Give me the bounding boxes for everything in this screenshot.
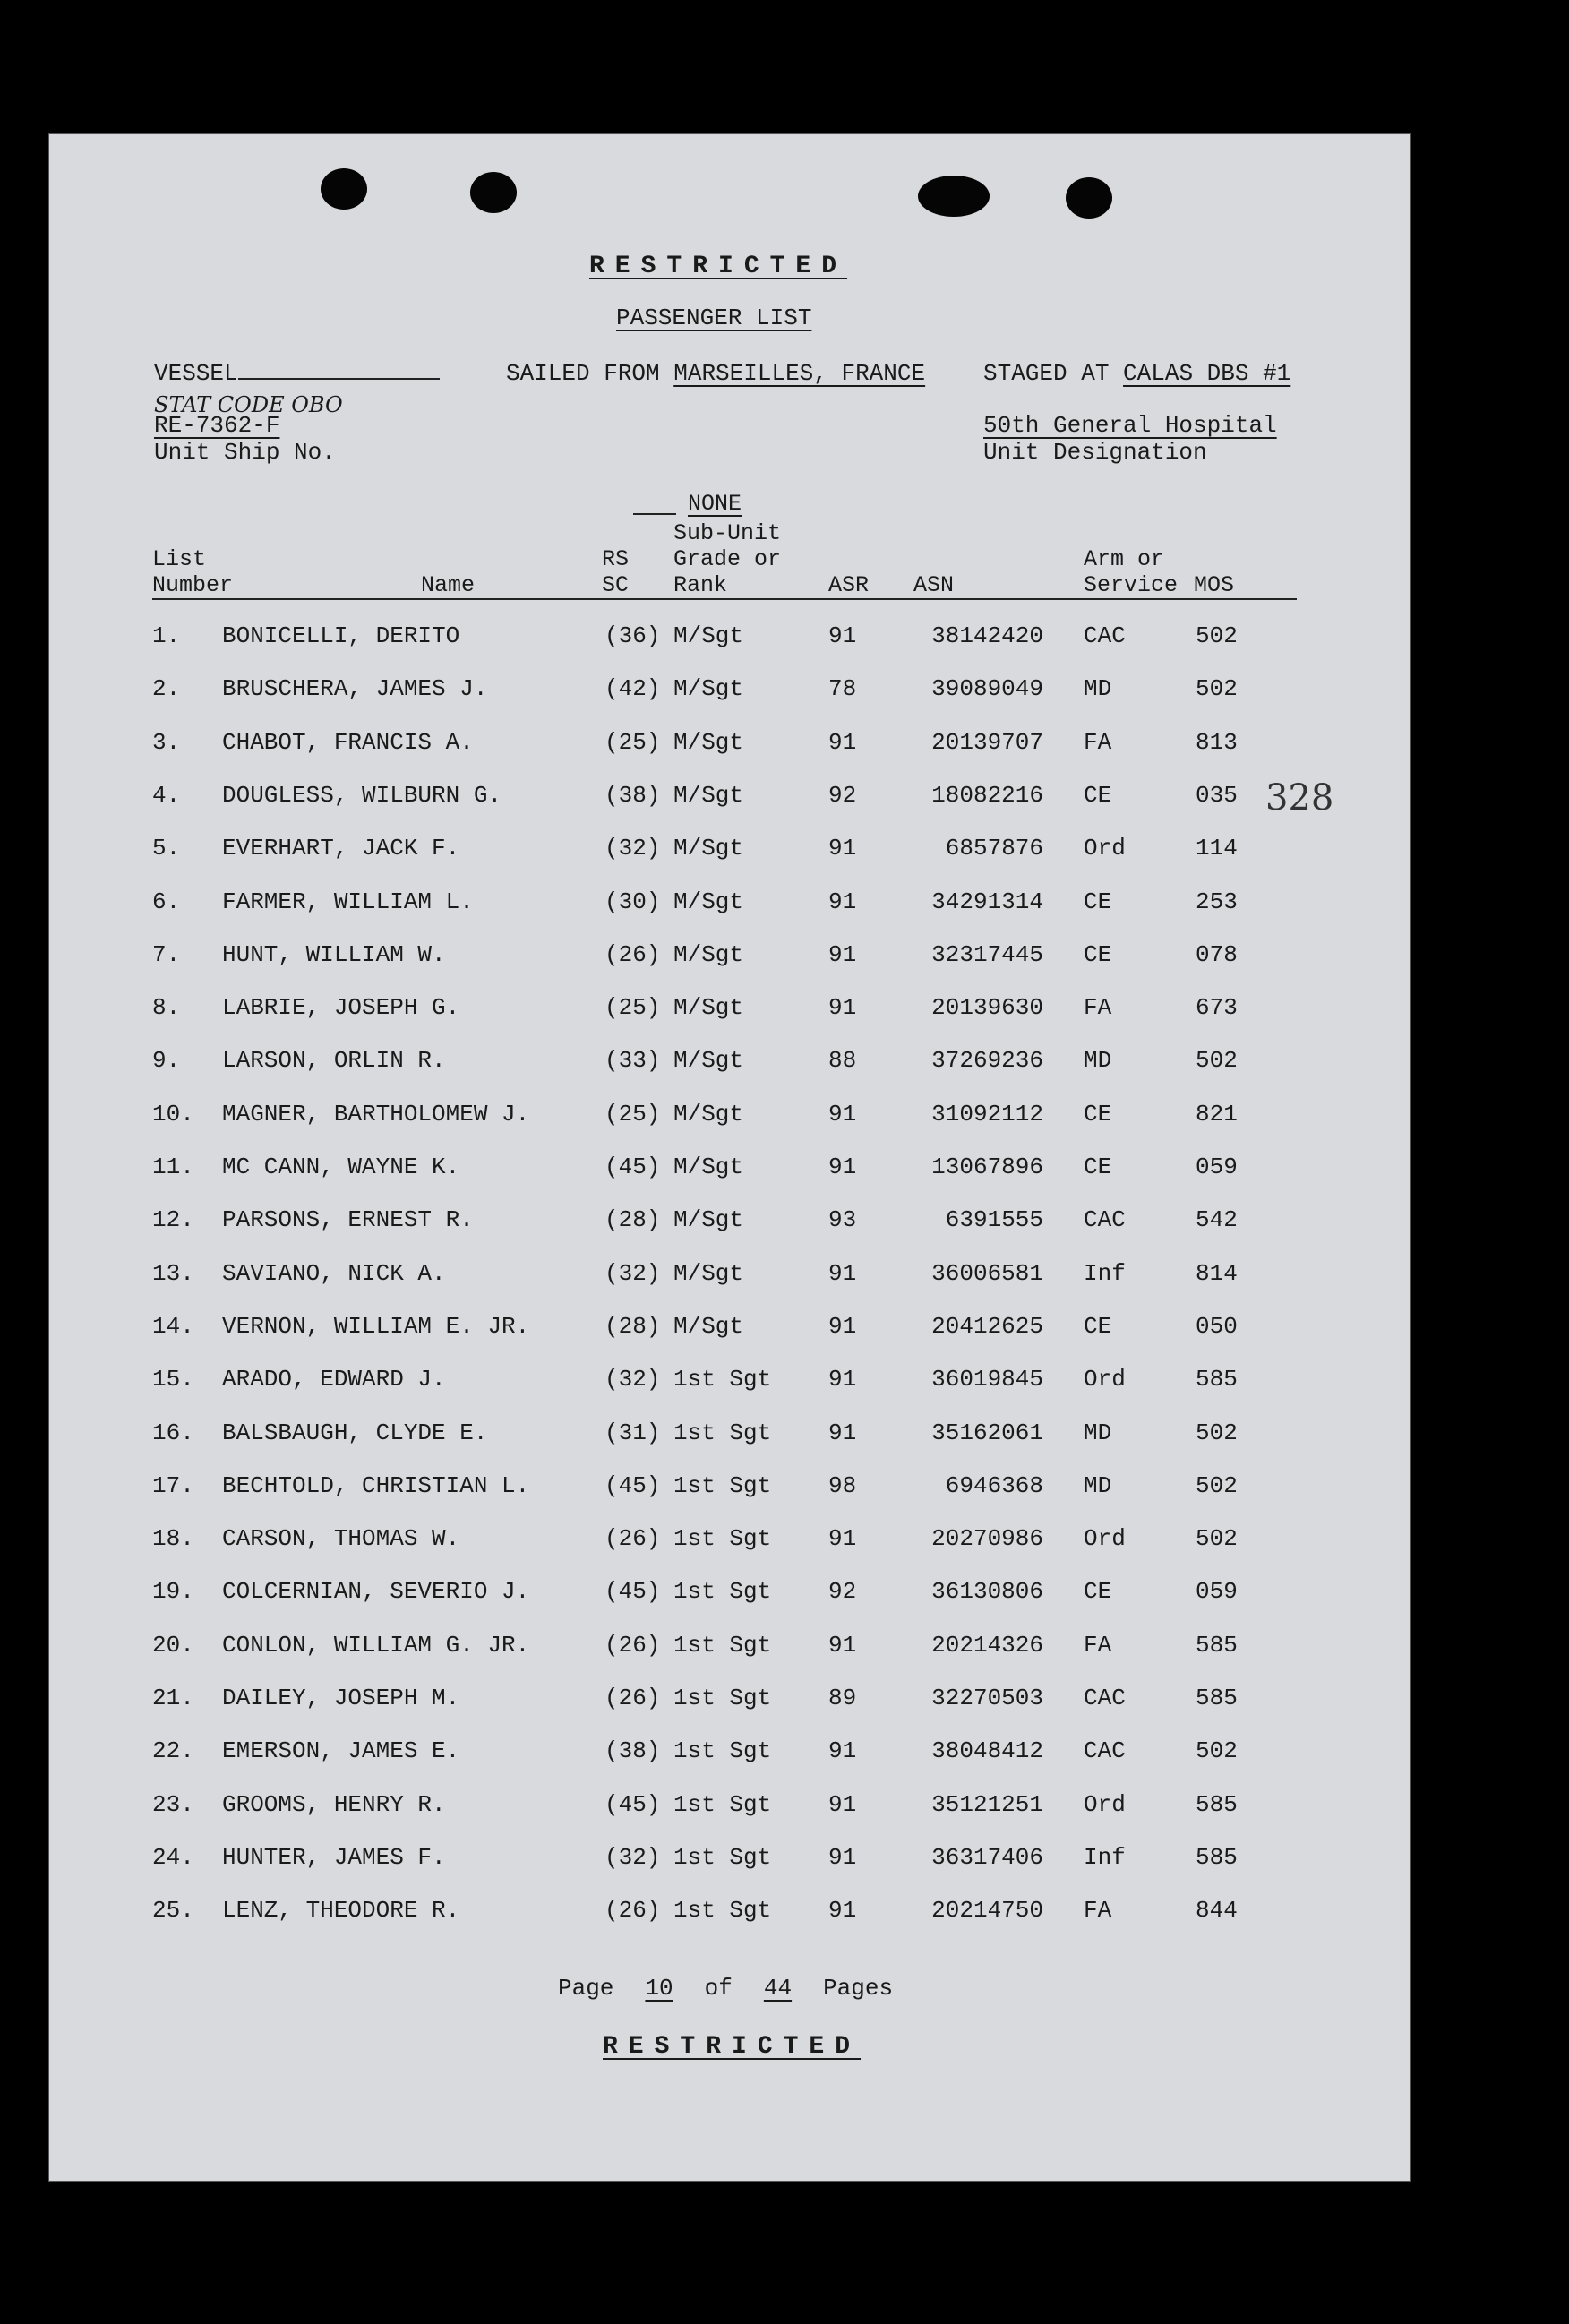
- asr-cell: 91: [828, 888, 857, 915]
- table-row: [49, 1737, 1410, 1773]
- staged-at-field: [983, 360, 1290, 387]
- list-number-cell: 22.: [152, 1737, 194, 1765]
- rs-sc-cell: (38): [604, 1737, 661, 1765]
- passenger-name-cell: EVERHART, JACK F.: [222, 835, 460, 862]
- passenger-name-cell: MC CANN, WAYNE K.: [222, 1153, 460, 1180]
- grade-cell: M/Sgt: [673, 888, 744, 915]
- arm-service-cell: Ord: [1084, 1525, 1126, 1553]
- grade-cell: M/Sgt: [673, 940, 744, 968]
- asn-cell: 38142420: [931, 622, 1043, 649]
- asr-cell: 88: [828, 1047, 857, 1075]
- asn-cell: 36130806: [931, 1578, 1043, 1606]
- arm-service-cell: CAC: [1084, 1737, 1126, 1765]
- passenger-name-cell: GROOMS, HENRY R.: [222, 1790, 446, 1818]
- rs-sc-cell: (32): [604, 1843, 661, 1871]
- rs-sc-cell: (38): [604, 781, 661, 809]
- mos-cell: 585: [1196, 1366, 1238, 1394]
- table-row: [49, 1206, 1410, 1242]
- rs-sc-cell: (25): [604, 1100, 661, 1128]
- table-row: [49, 941, 1410, 977]
- asr-cell: 91: [828, 994, 857, 1022]
- rs-sc-cell: (32): [604, 1259, 661, 1287]
- punch-hole: [918, 176, 990, 217]
- asn-cell: 6391555: [945, 1206, 1043, 1234]
- header-grade-line1: Sub-Unit: [673, 520, 782, 546]
- mos-cell: 050: [1196, 1312, 1238, 1340]
- page-indicator: [558, 1975, 893, 2002]
- list-number-cell: 7.: [152, 940, 181, 968]
- rs-sc-cell: (32): [604, 835, 661, 862]
- grade-cell: M/Sgt: [673, 994, 744, 1022]
- header-sc: SC: [602, 572, 630, 598]
- arm-service-cell: CAC: [1084, 1206, 1126, 1234]
- vessel-field: [154, 360, 440, 387]
- list-number-cell: 1.: [152, 622, 181, 649]
- list-number-cell: 6.: [152, 888, 181, 915]
- list-number-cell: 14.: [152, 1312, 194, 1340]
- asr-cell: 91: [828, 1897, 857, 1925]
- list-number-cell: 18.: [152, 1525, 194, 1553]
- asn-cell: 38048412: [931, 1737, 1043, 1765]
- grade-cell: 1st Sgt: [673, 1578, 772, 1606]
- rs-sc-cell: (28): [604, 1312, 661, 1340]
- list-number-cell: 4.: [152, 781, 181, 809]
- table-row: [49, 1047, 1410, 1083]
- page-number: 10: [645, 1975, 673, 2002]
- header-mos: MOS: [1194, 572, 1235, 598]
- document-title: PASSENGER LIST: [616, 304, 812, 331]
- arm-service-cell: FA: [1084, 1631, 1112, 1659]
- header-arm: [1084, 546, 1178, 598]
- asr-cell: 91: [828, 1153, 857, 1180]
- list-number-cell: 23.: [152, 1790, 194, 1818]
- table-row: [49, 1472, 1410, 1508]
- arm-service-cell: CE: [1084, 781, 1112, 809]
- asr-cell: 91: [828, 1790, 857, 1818]
- list-number-cell: 16.: [152, 1419, 194, 1446]
- asr-cell: 91: [828, 1843, 857, 1871]
- rs-sc-cell: (28): [604, 1206, 661, 1234]
- rs-sc-cell: (25): [604, 728, 661, 756]
- rs-sc-cell: (33): [604, 1047, 661, 1075]
- header-asn: ASN: [913, 572, 955, 598]
- asn-cell: 20214326: [931, 1631, 1043, 1659]
- table-row: [49, 1313, 1410, 1349]
- rs-sc-cell: (31): [604, 1419, 661, 1446]
- list-number-cell: 20.: [152, 1631, 194, 1659]
- asr-cell: 92: [828, 1578, 857, 1606]
- grade-cell: M/Sgt: [673, 728, 744, 756]
- rs-sc-cell: (30): [604, 888, 661, 915]
- mos-cell: 821: [1196, 1100, 1238, 1128]
- asn-cell: 35162061: [931, 1419, 1043, 1446]
- unit-designation-value: 50th General Hospital: [983, 412, 1277, 439]
- grade-cell: 1st Sgt: [673, 1525, 772, 1553]
- asn-cell: 31092112: [931, 1100, 1043, 1128]
- passenger-name-cell: PARSONS, ERNEST R.: [222, 1206, 474, 1234]
- table-row: [49, 729, 1410, 765]
- arm-service-cell: CAC: [1084, 1685, 1126, 1711]
- header-rule: [152, 598, 1297, 600]
- rs-sc-cell: (26): [604, 1897, 661, 1925]
- passenger-name-cell: BONICELLI, DERITO: [222, 622, 460, 649]
- staged-at-value: CALAS DBS #1: [1123, 360, 1291, 387]
- arm-service-cell: MD: [1084, 1047, 1112, 1075]
- mos-cell: 502: [1196, 1419, 1238, 1446]
- arm-service-cell: Ord: [1084, 1366, 1126, 1394]
- total-pages: 44: [763, 1975, 793, 2002]
- asn-cell: 6857876: [945, 835, 1043, 862]
- sailed-from-label: SAILED FROM: [506, 360, 660, 387]
- table-row: [49, 782, 1410, 818]
- arm-service-cell: CE: [1084, 1578, 1112, 1606]
- list-number-cell: 19.: [152, 1578, 194, 1606]
- mos-cell: 502: [1196, 1471, 1238, 1499]
- asn-cell: 20270986: [931, 1525, 1043, 1553]
- mos-cell: 502: [1196, 1047, 1238, 1075]
- grade-cell: M/Sgt: [673, 1100, 744, 1128]
- asn-cell: 13067896: [931, 1153, 1043, 1180]
- asr-cell: 91: [828, 1525, 857, 1553]
- asr-cell: 91: [828, 1737, 857, 1765]
- passenger-name-cell: HUNT, WILLIAM W.: [222, 940, 446, 968]
- document-sheet: [49, 134, 1410, 2181]
- rs-sc-cell: (26): [604, 1631, 661, 1659]
- rs-sc-cell: (26): [604, 1525, 661, 1553]
- sub-unit-rule: [633, 513, 676, 515]
- asr-cell: 78: [828, 675, 857, 703]
- asn-cell: 20214750: [931, 1897, 1043, 1925]
- mos-cell: 059: [1196, 1578, 1238, 1606]
- asr-cell: 92: [828, 781, 857, 809]
- asr-cell: 89: [828, 1685, 857, 1711]
- grade-cell: M/Sgt: [673, 835, 744, 862]
- list-number-cell: 13.: [152, 1259, 194, 1287]
- grade-cell: M/Sgt: [673, 1206, 744, 1234]
- asr-cell: 91: [828, 1631, 857, 1659]
- passenger-name-cell: EMERSON, JAMES E.: [222, 1737, 460, 1765]
- of-label: of: [704, 1975, 733, 2002]
- asr-cell: 91: [828, 728, 857, 756]
- grade-cell: M/Sgt: [673, 1259, 744, 1287]
- table-row: [49, 1844, 1410, 1880]
- mos-cell: 502: [1196, 622, 1238, 649]
- table-row: [49, 1578, 1410, 1614]
- list-number-cell: 24.: [152, 1843, 194, 1871]
- passenger-name-cell: LENZ, THEODORE R.: [222, 1897, 460, 1925]
- list-number-cell: 3.: [152, 728, 181, 756]
- arm-service-cell: MD: [1084, 1471, 1112, 1499]
- grade-cell: M/Sgt: [673, 622, 744, 649]
- grade-cell: 1st Sgt: [673, 1737, 772, 1765]
- pages-label: Pages: [823, 1975, 894, 2002]
- passenger-name-cell: BRUSCHERA, JAMES J.: [222, 675, 488, 703]
- grade-cell: 1st Sgt: [673, 1843, 772, 1871]
- asn-cell: 32317445: [931, 940, 1043, 968]
- passenger-name-cell: CHABOT, FRANCIS A.: [222, 728, 474, 756]
- passenger-name-cell: DOUGLESS, WILBURN G.: [222, 781, 502, 809]
- table-row: [49, 994, 1410, 1030]
- list-number-cell: 17.: [152, 1471, 194, 1499]
- table-row: [49, 1153, 1410, 1189]
- restricted-header: RESTRICTED: [589, 253, 848, 280]
- rs-sc-cell: (36): [604, 622, 661, 649]
- page-label: Page: [558, 1975, 614, 2002]
- header-list-line2: Number: [152, 572, 234, 598]
- table-row: [49, 1366, 1410, 1402]
- list-number-cell: 25.: [152, 1897, 194, 1925]
- rs-sc-cell: (45): [604, 1790, 661, 1818]
- table-row: [49, 1419, 1410, 1455]
- table-row: [49, 1685, 1410, 1720]
- asn-cell: 35121251: [931, 1790, 1043, 1818]
- grade-cell: 1st Sgt: [673, 1366, 772, 1394]
- asn-cell: 37269236: [931, 1047, 1043, 1075]
- arm-service-cell: FA: [1084, 994, 1112, 1022]
- asn-cell: 36317406: [931, 1843, 1043, 1871]
- asn-cell: 20139707: [931, 728, 1043, 756]
- mos-cell: 078: [1196, 940, 1238, 968]
- table-row: [49, 1791, 1410, 1827]
- rs-sc-cell: (45): [604, 1153, 661, 1180]
- handwritten-note: STAT CODE OBO: [154, 392, 343, 417]
- table-row: [49, 1260, 1410, 1296]
- rs-sc-cell: (25): [604, 994, 661, 1022]
- mos-cell: 585: [1196, 1631, 1238, 1659]
- asr-cell: 91: [828, 1312, 857, 1340]
- asn-cell: 34291314: [931, 888, 1043, 915]
- table-row: [49, 1101, 1410, 1136]
- asn-cell: 39089049: [931, 675, 1043, 703]
- arm-service-cell: CAC: [1084, 622, 1126, 649]
- table-row: [49, 888, 1410, 924]
- asn-cell: 18082216: [931, 781, 1043, 809]
- header-arm-line2: Service: [1084, 572, 1179, 598]
- header-rs-sc: [602, 546, 629, 598]
- list-number-cell: 10.: [152, 1100, 194, 1128]
- header-name: Name: [421, 572, 476, 598]
- list-number-cell: 21.: [152, 1685, 194, 1711]
- asr-cell: 91: [828, 622, 857, 649]
- mos-cell: 813: [1196, 728, 1238, 756]
- rs-sc-cell: (32): [604, 1366, 661, 1394]
- sailed-from-value: MARSEILLES, FRANCE: [673, 360, 926, 387]
- grade-cell: M/Sgt: [673, 675, 744, 703]
- arm-service-cell: CE: [1084, 1153, 1112, 1180]
- table-row: [49, 675, 1410, 711]
- staged-at-label: STAGED AT: [983, 360, 1110, 387]
- mos-cell: 059: [1196, 1153, 1238, 1180]
- header-arm-line1: Arm or: [1084, 546, 1165, 572]
- asr-cell: 91: [828, 1259, 857, 1287]
- arm-service-cell: MD: [1084, 1419, 1112, 1446]
- asr-cell: 91: [828, 1366, 857, 1394]
- punch-hole: [470, 172, 517, 213]
- mos-cell: 844: [1196, 1897, 1238, 1925]
- asn-cell: 36019845: [931, 1366, 1043, 1394]
- grade-cell: 1st Sgt: [673, 1790, 772, 1818]
- grade-cell: M/Sgt: [673, 1312, 744, 1340]
- rs-sc-cell: (45): [604, 1471, 661, 1499]
- stamped-number: 328: [1265, 777, 1334, 819]
- header-asr: ASR: [828, 572, 870, 598]
- arm-service-cell: FA: [1084, 1897, 1112, 1925]
- mos-cell: 542: [1196, 1206, 1238, 1234]
- grade-cell: 1st Sgt: [673, 1631, 772, 1659]
- passenger-name-cell: BECHTOLD, CHRISTIAN L.: [222, 1471, 530, 1499]
- arm-service-cell: CE: [1084, 888, 1112, 915]
- list-number-cell: 9.: [152, 1047, 181, 1075]
- unit-designation-label: Unit Designation: [983, 439, 1207, 466]
- header-list-line1: List: [152, 546, 207, 572]
- grade-cell: M/Sgt: [673, 781, 744, 809]
- table-row: [49, 1632, 1410, 1668]
- sailed-from-field: [506, 360, 925, 387]
- rs-sc-cell: (45): [604, 1578, 661, 1606]
- asr-cell: 91: [828, 1419, 857, 1446]
- passenger-name-cell: LARSON, ORLIN R.: [222, 1047, 446, 1075]
- mos-cell: 585: [1196, 1790, 1238, 1818]
- unit-ship-no-value: RE-7362-F: [154, 412, 280, 439]
- arm-service-cell: MD: [1084, 675, 1112, 703]
- arm-service-cell: Ord: [1084, 1790, 1126, 1818]
- grade-cell: 1st Sgt: [673, 1419, 772, 1446]
- asr-cell: 91: [828, 835, 857, 862]
- asn-cell: 32270503: [931, 1685, 1043, 1711]
- header-rs: RS: [602, 546, 630, 572]
- passenger-name-cell: BALSBAUGH, CLYDE E.: [222, 1419, 488, 1446]
- passenger-name-cell: VERNON, WILLIAM E. JR.: [222, 1312, 530, 1340]
- arm-service-cell: CE: [1084, 940, 1112, 968]
- asn-cell: 20139630: [931, 994, 1043, 1022]
- mos-cell: 673: [1196, 994, 1238, 1022]
- list-number-cell: 12.: [152, 1206, 194, 1234]
- arm-service-cell: Inf: [1084, 1259, 1126, 1287]
- passenger-name-cell: COLCERNIAN, SEVERIO J.: [222, 1578, 530, 1606]
- mos-cell: 502: [1196, 1525, 1238, 1553]
- mos-cell: 502: [1196, 675, 1238, 703]
- rs-sc-cell: (42): [604, 675, 661, 703]
- rs-sc-cell: (26): [604, 1685, 661, 1711]
- list-number-cell: 2.: [152, 675, 181, 703]
- arm-service-cell: CE: [1084, 1312, 1112, 1340]
- rs-sc-cell: (26): [604, 940, 661, 968]
- table-row: [49, 622, 1410, 658]
- mos-cell: 253: [1196, 888, 1238, 915]
- asr-cell: 93: [828, 1206, 857, 1234]
- grade-cell: M/Sgt: [673, 1153, 744, 1180]
- asr-cell: 98: [828, 1471, 857, 1499]
- asn-cell: 20412625: [931, 1312, 1043, 1340]
- arm-service-cell: CE: [1084, 1100, 1112, 1128]
- passenger-name-cell: FARMER, WILLIAM L.: [222, 888, 474, 915]
- passenger-name-cell: ARADO, EDWARD J.: [222, 1366, 446, 1394]
- list-number-cell: 15.: [152, 1366, 194, 1394]
- passenger-name-cell: CARSON, THOMAS W.: [222, 1525, 460, 1553]
- header-grade-line2: Grade or: [673, 546, 782, 572]
- mos-cell: 585: [1196, 1843, 1238, 1871]
- asn-cell: 36006581: [931, 1259, 1043, 1287]
- list-number-cell: 8.: [152, 994, 181, 1022]
- asr-cell: 91: [828, 1100, 857, 1128]
- punch-hole: [1066, 177, 1112, 219]
- unit-ship-no-label: Unit Ship No.: [154, 439, 336, 466]
- passenger-name-cell: SAVIANO, NICK A.: [222, 1259, 446, 1287]
- sub-unit-value: NONE: [688, 491, 742, 517]
- arm-service-cell: FA: [1084, 728, 1112, 756]
- mos-cell: 585: [1196, 1685, 1238, 1711]
- grade-cell: 1st Sgt: [673, 1471, 772, 1499]
- grade-cell: 1st Sgt: [673, 1685, 772, 1711]
- grade-cell: M/Sgt: [673, 1047, 744, 1075]
- asr-cell: 91: [828, 940, 857, 968]
- passenger-name-cell: CONLON, WILLIAM G. JR.: [222, 1631, 530, 1659]
- table-row: [49, 1897, 1410, 1933]
- header-grade: [673, 520, 781, 598]
- list-number-cell: 5.: [152, 835, 181, 862]
- vessel-blank: [238, 378, 440, 380]
- grade-cell: 1st Sgt: [673, 1897, 772, 1925]
- mos-cell: 502: [1196, 1737, 1238, 1765]
- arm-service-cell: Ord: [1084, 835, 1126, 862]
- list-number-cell: 11.: [152, 1153, 194, 1180]
- vessel-label: VESSEL: [154, 360, 238, 387]
- table-row: [49, 1525, 1410, 1561]
- passenger-name-cell: LABRIE, JOSEPH G.: [222, 994, 460, 1022]
- table-row: [49, 835, 1410, 870]
- mos-cell: 114: [1196, 835, 1238, 862]
- header-list-number: [152, 546, 233, 598]
- restricted-footer: RESTRICTED: [603, 2033, 862, 2061]
- mos-cell: 814: [1196, 1259, 1238, 1287]
- header-grade-line3: Rank: [673, 572, 728, 598]
- punch-hole: [321, 168, 367, 210]
- mos-cell: 035: [1196, 781, 1238, 809]
- asn-cell: 6946368: [945, 1471, 1043, 1499]
- passenger-name-cell: MAGNER, BARTHOLOMEW J.: [222, 1100, 530, 1128]
- passenger-name-cell: HUNTER, JAMES F.: [222, 1843, 446, 1871]
- passenger-name-cell: DAILEY, JOSEPH M.: [222, 1685, 460, 1711]
- arm-service-cell: Inf: [1084, 1843, 1126, 1871]
